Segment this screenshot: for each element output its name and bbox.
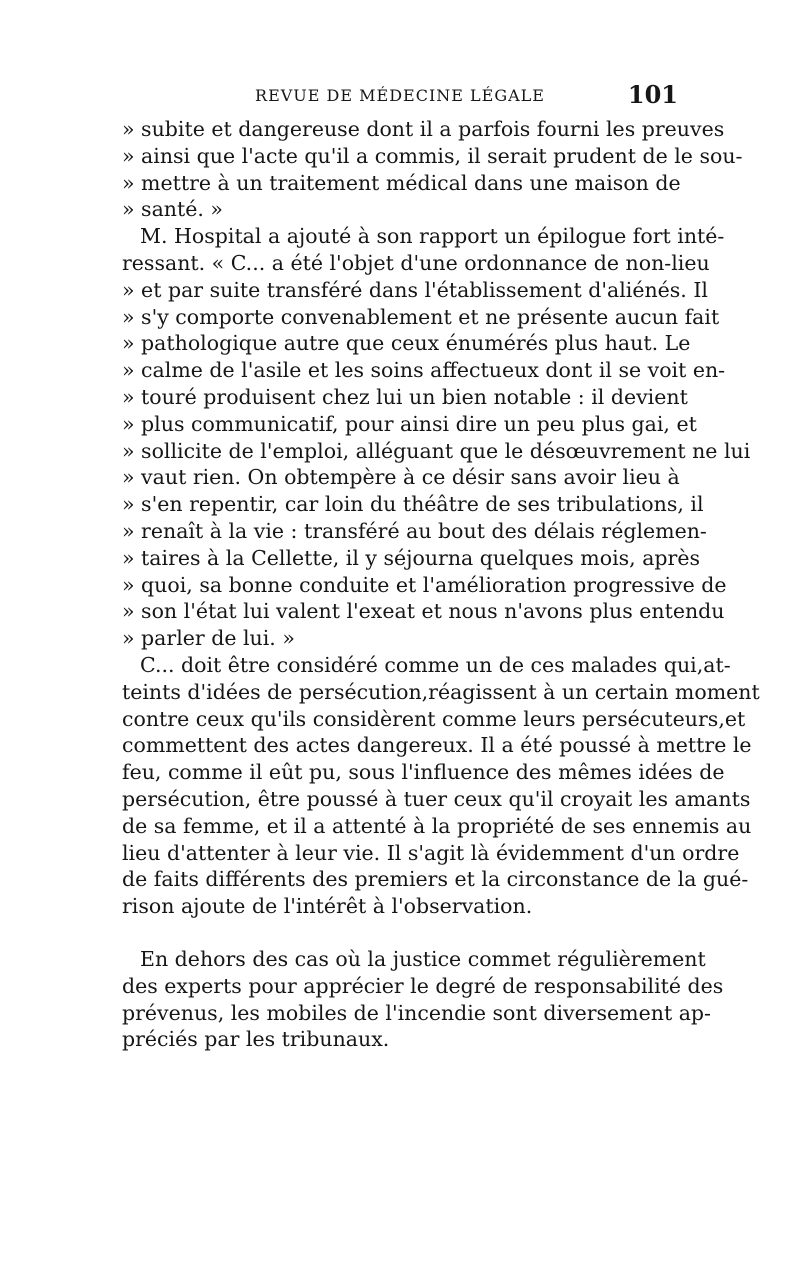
text-line: En dehors des cas où la justice commet régulièrement [140, 946, 706, 971]
text-line: de faits différents des premiers et la circonstance de la gué- [122, 867, 749, 892]
text-line: » son l'état lui valent l'exeat et nous n'avons plus entendu [122, 599, 725, 624]
text-line: teints d'idées de persécution,réagissent à un certain moment [122, 679, 760, 704]
text-line: de sa femme, et il a attenté à la propriété de ses ennemis au [122, 813, 752, 838]
text-line: » quoi, sa bonne conduite et l'amélioration progressive de [122, 572, 727, 597]
paragraph-epilogue [122, 223, 751, 652]
text-line: rison ajoute de l'intérêt à l'observation. [122, 894, 533, 919]
text-line: prévenus, les mobiles de l'incendie sont diversement ap- [122, 1000, 711, 1025]
text-line: » calme de l'asile et les soins affectueux dont il se voit en- [122, 358, 726, 383]
text-line: » subite et dangereuse dont il a parfois fourni les preuves [122, 117, 725, 141]
text-line: persécution, être poussé à tuer ceux qu'il croyait les amants [122, 786, 751, 811]
text-line: » s'y comporte convenablement et ne présente aucun fait [122, 304, 720, 329]
text-line: » sollicite de l'emploi, alléguant que le désœuvrement ne lui [122, 438, 751, 463]
paragraph-courts [122, 946, 724, 1053]
text-line: ressant. « C... a été l'objet d'une ordonnance de non-lieu [122, 250, 710, 275]
text-line: lieu d'attenter à leur vie. Il s'agit là évidemment d'un ordre [122, 840, 740, 865]
paragraph-quote-end [122, 116, 743, 223]
text-line: » vaut rien. On obtempère à ce désir sans avoir lieu à [122, 465, 680, 490]
text-line: » pathologique autre que ceux énumérés plus haut. Le [122, 331, 691, 356]
text-line: » parler de lui. » [122, 626, 295, 651]
text-line: préciés par les tribunaux. [122, 1027, 390, 1052]
paragraph-spacer [122, 920, 678, 946]
running-head: REVUE DE MÉDECINE LÉGALE [255, 86, 545, 105]
page-number: 101 [627, 80, 678, 109]
paragraph-discussion [122, 652, 760, 920]
text-line: » plus communicatif, pour ainsi dire un peu plus gai, et [122, 411, 697, 436]
text-line: » et par suite transféré dans l'établissement d'aliénés. Il [122, 277, 708, 302]
text-line: commettent des actes dangereux. Il a été poussé à mettre le [122, 733, 752, 758]
text-line: M. Hospital a ajouté à son rapport un épilogue fort inté- [140, 224, 725, 249]
text-line: feu, comme il eût pu, sous l'influence des mêmes idées de [122, 760, 725, 785]
text-line: » taires à la Cellette, il y séjourna quelques mois, après [122, 545, 700, 570]
text-line: » mettre à un traitement médical dans une maison de [122, 170, 681, 195]
text-line: » santé. » [122, 197, 223, 222]
text-line: » ainsi que l'acte qu'il a commis, il serait prudent de le sou- [122, 143, 743, 168]
text-line: contre ceux qu'ils considèrent comme leurs persécuteurs,et [122, 706, 746, 731]
text-line: des experts pour apprécier le degré de responsabilité des [122, 973, 724, 998]
print-area [122, 80, 760, 1140]
text-line: C... doit être considéré comme un de ces malades qui,at- [140, 652, 731, 677]
text-line: » touré produisent chez lui un bien notable : il devient [122, 384, 688, 409]
text-line: » s'en repentir, car loin du théâtre de ses tribulations, il [122, 492, 704, 517]
page-header [122, 80, 678, 114]
body-text [122, 116, 760, 1053]
text-line: » renaît à la vie : transféré au bout des délais réglemen- [122, 518, 707, 543]
